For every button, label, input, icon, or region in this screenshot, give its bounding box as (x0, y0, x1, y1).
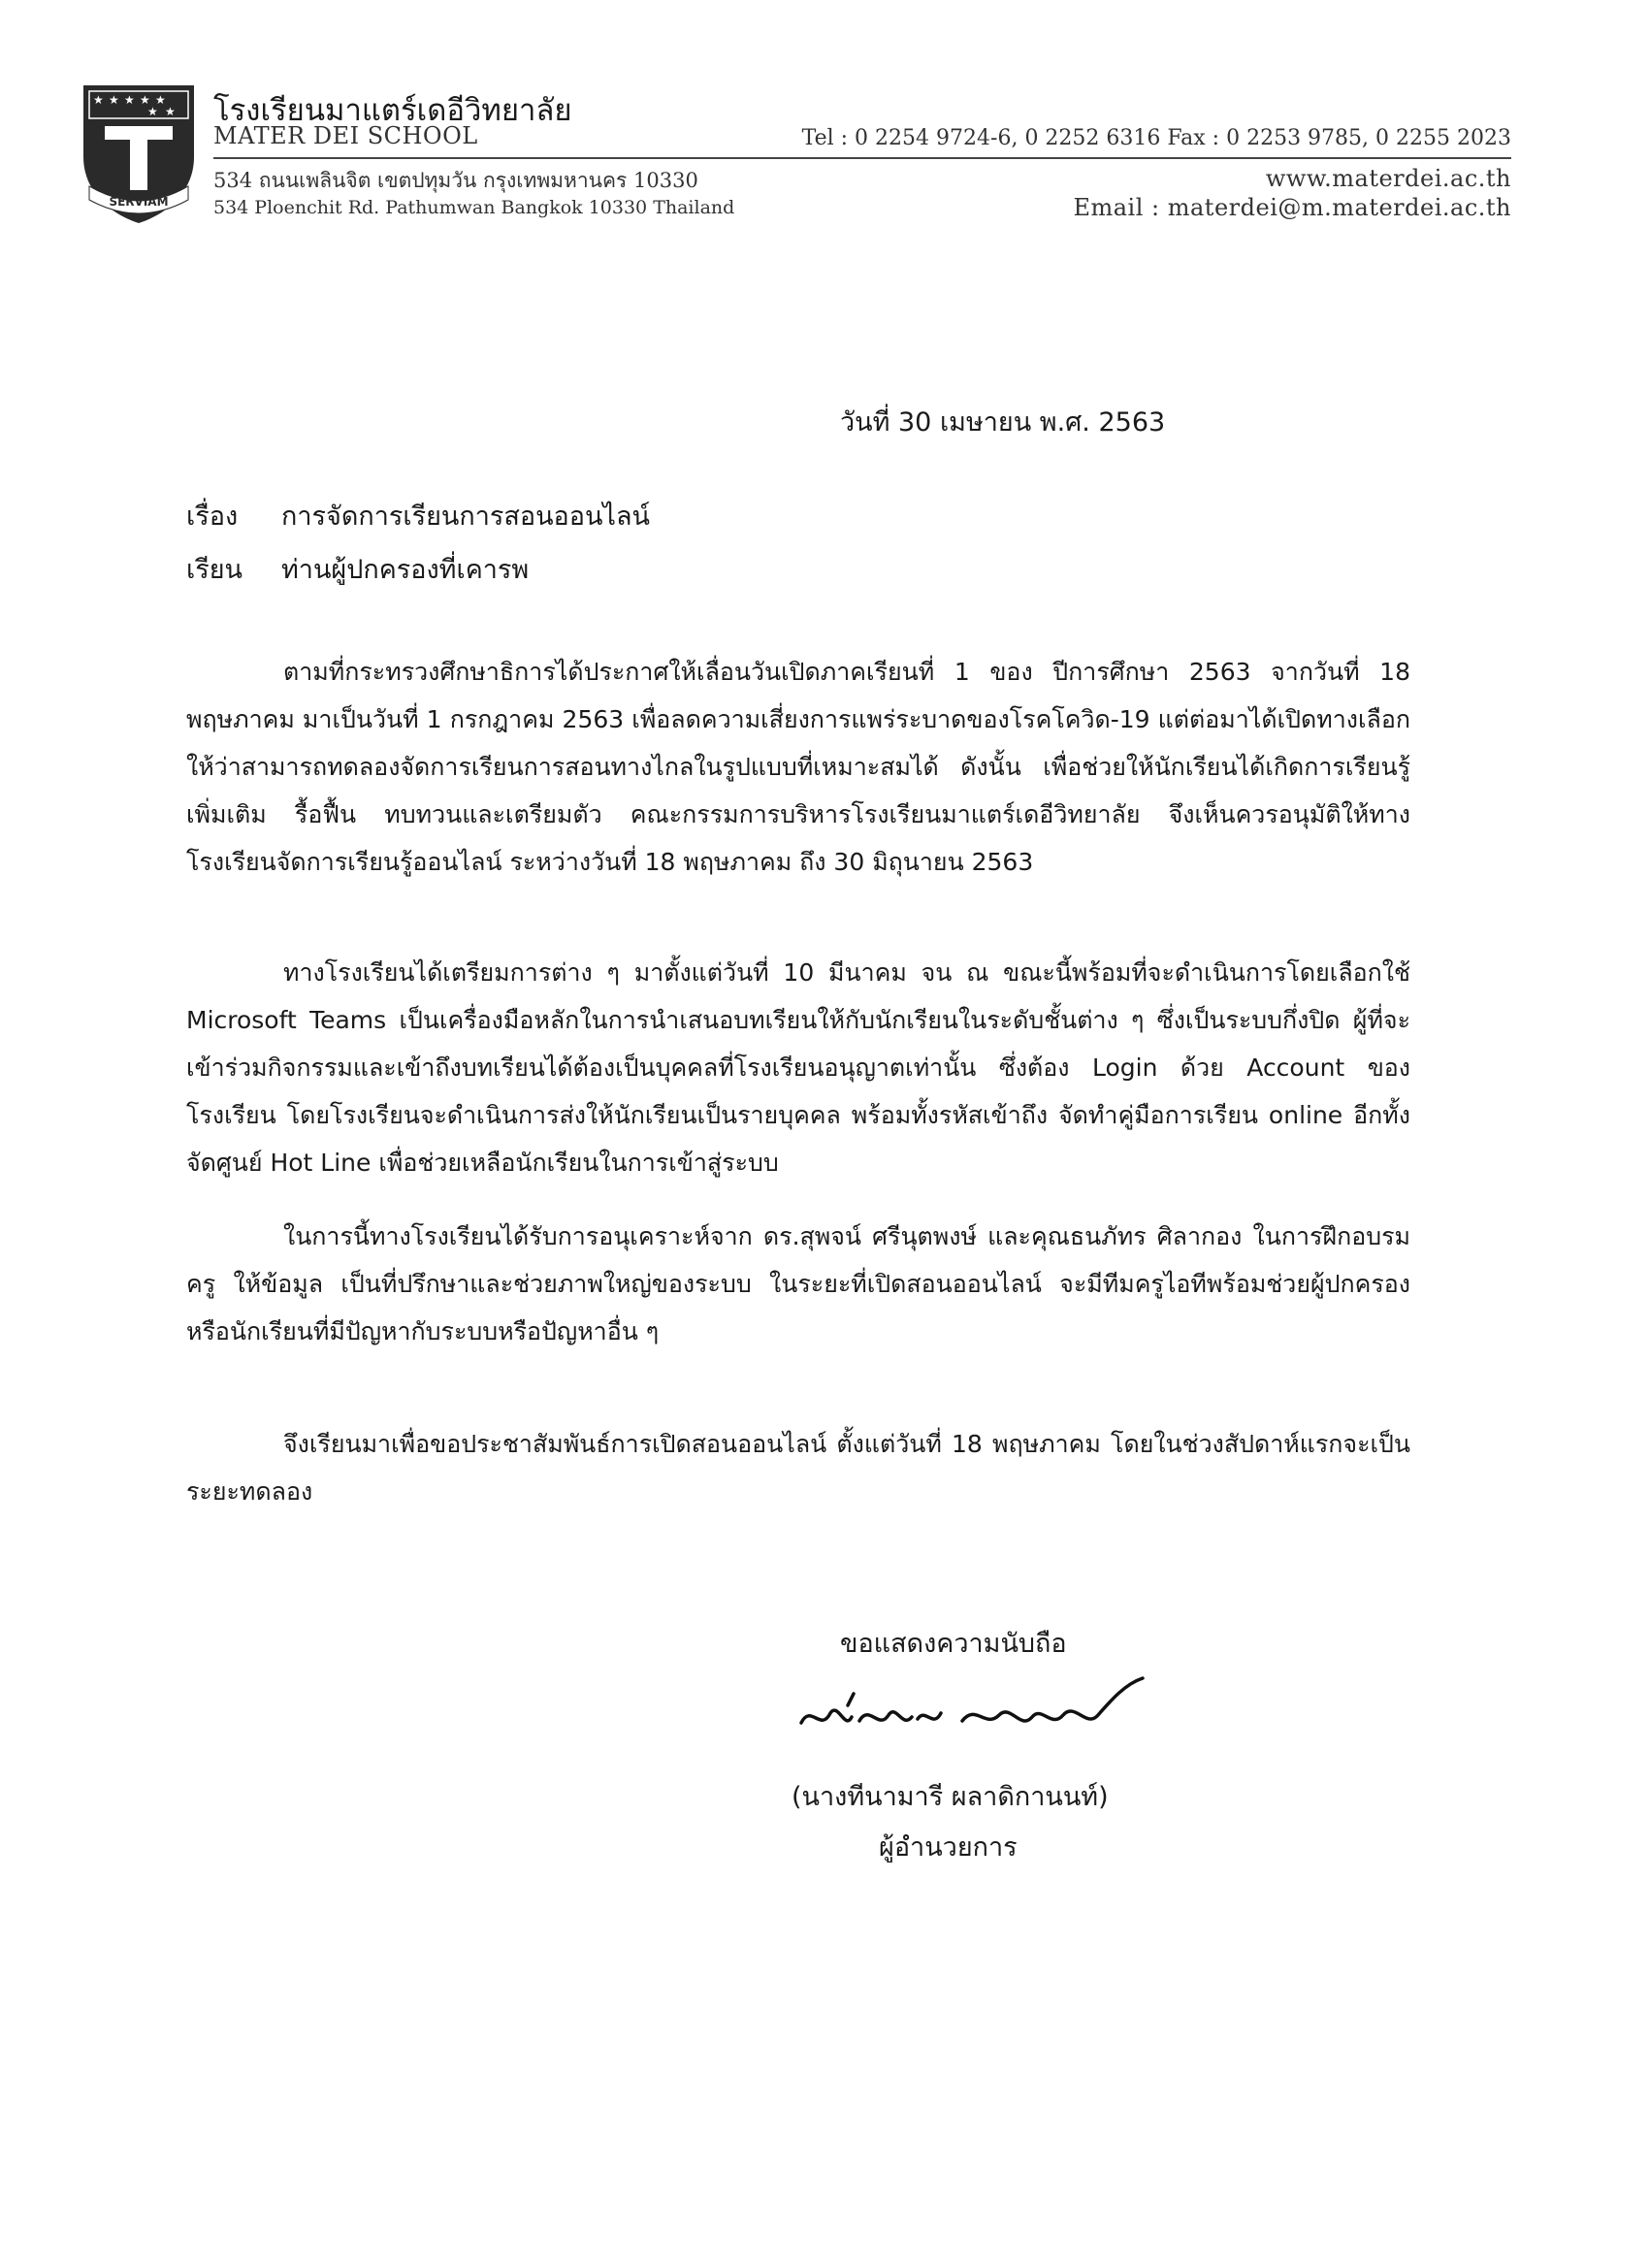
school-crest-logo (80, 81, 198, 225)
body-paragraph-2: ทางโรงเรียนได้เตรียมการต่าง ๆ มาตั้งแต่วันที่ 10 มีนาคม จน ณ ขณะนี้พร้อมที่จะดำเนินการโดยเลือกใช้ Microsoft Teams เป็นเครื่องมือหลักในการนำเสนอบทเรียนให้กับนักเรียนในระดับชั้นต่าง ๆ ซึ่งเป็นระบบกึ่งปิด ผู้ที่จะเข้าร่วมกิจกรรมและเข้าถึงบทเรียนได้ต้องเป็นบุคคลที่โรงเรียนอนุญาตเท่านั้น ซึ่งต้อง Login ด้วย Account ของโรงเรียน โดยโรงเรียนจะดำเนินการส่งให้นักเรียนเป็นรายบุคคล พร้อมทั้งรหัสเข้าถึง จัดทำคู่มือการเรียน online อีกทั้งจัดศูนย์ Hot Line เพื่อช่วยเหลือนักเรียนในการเข้าสู่ระบบ (186, 958, 1411, 1177)
subject-text: การจัดการเรียนการสอนออนไลน์ (281, 502, 651, 532)
school-name-thai: โรงเรียนมาแตร์เดอีวิทยาลัย (213, 93, 572, 128)
subject-label: เรื่อง (186, 502, 239, 532)
crest-motto: SERVIAM (109, 195, 169, 209)
website-link[interactable]: www.materdei.ac.th (1265, 165, 1511, 192)
letterhead-divider (213, 157, 1511, 159)
letter-date: วันที่ 30 เมษายน พ.ศ. 2563 (840, 407, 1166, 437)
svg-text:★: ★ (165, 105, 176, 118)
recipient-text: ท่านผู้ปกครองที่เคารพ (281, 555, 530, 585)
email-link[interactable]: Email : materdei@m.materdei.ac.th (1073, 194, 1511, 221)
handwritten-signature (792, 1674, 1150, 1752)
body-paragraph-4: จึงเรียนมาเพื่อขอประชาสัมพันธ์การเปิดสอนออนไลน์ ตั้งแต่วันที่ 18 พฤษภาคม โดยในช่วงสัปดาห์แรกจะเป็นระยะทดลอง (186, 1430, 1410, 1506)
svg-text:★: ★ (109, 93, 119, 107)
school-name-english: MATER DEI SCHOOL (213, 122, 478, 149)
svg-text:★: ★ (124, 93, 135, 107)
svg-text:★: ★ (155, 93, 166, 107)
recipient-label: เรียน (186, 555, 243, 585)
body-paragraph-1: ตามที่กระทรวงศึกษาธิการได้ประกาศให้เลื่อนวันเปิดภาคเรียนที่ 1 ของ ปีการศึกษา 2563 จากวันที่ 18 พฤษภาคม มาเป็นวันที่ 1 กรกฎาคม 2563 เพื่อลดความเสี่ยงการแพร่ระบาดของโรคโควิด-19 แต่ต่อมาได้เปิดทางเลือกให้ว่าสามารถทดลองจัดการเรียนการสอนทางไกลในรูปแบบที่เหมาะสมได้ ดังนั้น เพื่อช่วยให้นักเรียนได้เกิดการเรียนรู้เพิ่มเติม รื้อฟื้น ทบทวนและเตรียมตัว คณะกรรมการบริหารโรงเรียนมาแตร์เดอีวิทยาลัย จึงเห็นควรอนุมัติให้ทางโรงเรียนจัดการเรียนรู้ออนไลน์ ระหว่างวันที่ 18 พฤษภาคม ถึง 30 มิถุนายน 2563 (186, 658, 1410, 876)
address-thai: 534 ถนนเพลินจิต เขตปทุมวัน กรุงเทพมหานคร 10330 (213, 169, 698, 192)
svg-text:★: ★ (93, 93, 104, 107)
address-english: 534 Ploenchit Rd. Pathumwan Bangkok 10330 Thailand (213, 197, 735, 218)
contact-tel-fax: Tel : 0 2254 9724-6, 0 2252 6316 Fax : 0 2253 9785, 0 2255 2023 (801, 126, 1511, 150)
closing-salutation: ขอแสดงความนับถือ (840, 1629, 1067, 1659)
svg-text:★: ★ (140, 93, 150, 107)
signatory-name: (นางทีนามารี ผลาดิกานนท์) (792, 1782, 1109, 1812)
body-paragraph-3: ในการนี้ทางโรงเรียนได้รับการอนุเคราะห์จาก ดร.สุพจน์ ศรีนุตพงษ์ และคุณธนภัทร ศิลากอง ในการฝึกอบรมครู ให้ข้อมูล เป็นที่ปรึกษาและช่วยภาพใหญ่ของระบบ ในระยะที่เปิดสอนออนไลน์ จะมีทีมครูไอทีพร้อมช่วยผู้ปกครองหรือนักเรียนที่มีปัญหากับระบบหรือปัญหาอื่น ๆ (186, 1222, 1410, 1345)
svg-text:★: ★ (147, 105, 158, 118)
signatory-position: ผู้อำนวยการ (879, 1832, 1018, 1863)
